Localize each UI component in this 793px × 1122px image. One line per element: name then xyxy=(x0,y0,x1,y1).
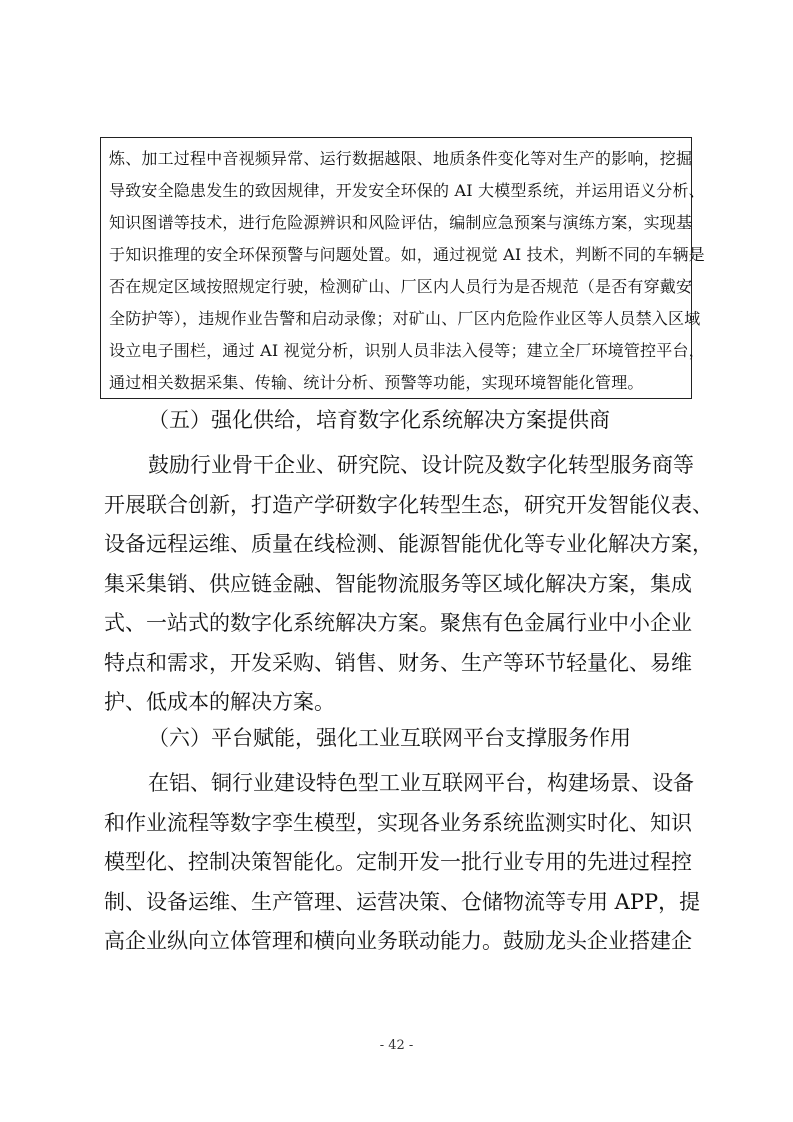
box-text-line: 于知识推理的安全环保预警与问题处置。如，通过视觉 AI 技术，判断不同的车辆是 xyxy=(109,245,705,264)
boxed-case-text xyxy=(100,137,705,399)
section-6-paragraph xyxy=(104,764,701,962)
box-text-line: 通过相关数据采集、传输、统计分析、预警等功能，实现环境智能化管理。 xyxy=(109,373,644,392)
paragraph-line: 模型化、控制决策智能化。定制开发一批行业专用的先进过程控 xyxy=(104,850,692,874)
paragraph-line: 高企业纵向立体管理和横向业务联动能力。鼓励龙头企业搭建企 xyxy=(104,929,692,953)
box-text-line: 设立电子围栏，通过 AI 视觉分析，识别人员非法入侵等；建立全厂环境管控平台， xyxy=(109,341,705,360)
paragraph-line: 鼓励行业骨干企业、研究院、设计院及数字化转型服务商等 xyxy=(148,453,694,477)
paragraph-line: 集采集销、供应链金融、智能物流服务等区域化解决方案，集成 xyxy=(104,571,692,596)
section-5-heading: （五）强化供给，培育数字化系统解决方案提供商 xyxy=(148,408,610,432)
paragraph-line: 式、一站式的数字化系统解决方案。聚焦有色金属行业中小企业 xyxy=(104,611,692,635)
box-text-line: 否在规定区域按照规定行驶，检测矿山、厂区内人员行为是否规范（是否有穿戴安 xyxy=(109,277,693,296)
box-text-line: 导致安全隐患发生的致因规律，开发安全环保的 AI 大模型系统，并运用语义分析、 xyxy=(109,181,705,200)
paragraph-line: 和作业流程等数字孪生模型，实现各业务系统监测实时化、知识 xyxy=(104,810,692,835)
section-5-paragraph xyxy=(104,446,713,723)
paragraph-line: 特点和需求，开发采购、销售、财务、生产等环节轻量化、易维 xyxy=(104,650,692,675)
box-text-line: 知识图谱等技术，进行危险源辨识和风险评估，编制应急预案与演练方案，实现基 xyxy=(109,213,693,232)
section-6-heading: （六）平台赋能，强化工业互联网平台支撑服务作用 xyxy=(148,726,631,750)
paragraph-line: 设备远程运维、质量在线检测、能源智能优化等专业化解决方案， xyxy=(104,532,713,556)
box-text-line: 炼、加工过程中音视频异常、运行数据越限、地质条件变化等对生产的影响，挖掘 xyxy=(109,149,693,168)
paragraph-line: 护、低成本的解决方案。 xyxy=(104,690,335,714)
paragraph-line: 制、设备运维、生产管理、运营决策、仓储物流等专用 APP，提 xyxy=(104,889,701,914)
paragraph-line: 开展联合创新，打造产学研数字化转型生态，研究开发智能仪表、 xyxy=(104,492,713,517)
box-text-line: 全防护等），违规作业告警和启动录像；对矿山、厂区内危险作业区等人员禁入区域 xyxy=(109,309,701,328)
paragraph-line: 在铝、铜行业建设特色型工业互联网平台，构建场景、设备 xyxy=(148,771,694,795)
page-number: - 42 - xyxy=(379,1038,414,1053)
